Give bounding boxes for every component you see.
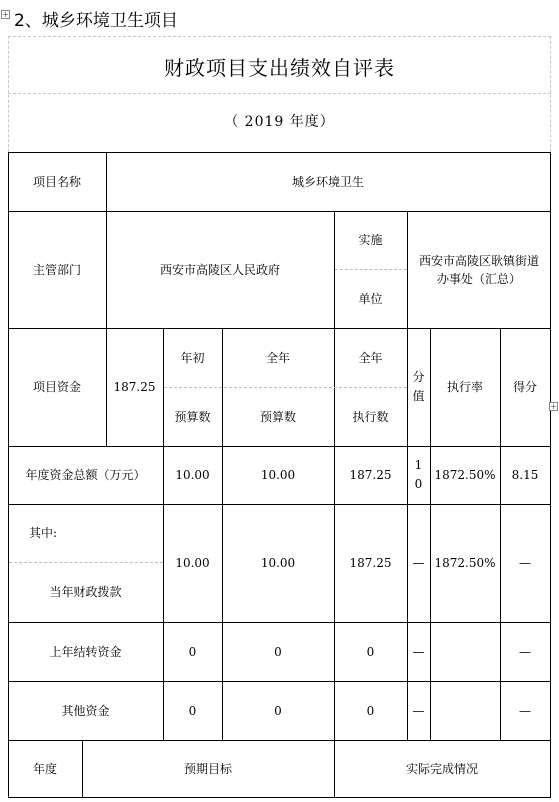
project-name-value: 城乡环境卫生 (291, 174, 364, 189)
col-exec-bottom: 执行数 (352, 409, 389, 424)
goals-year: 年度 (32, 761, 57, 776)
total-initial: 10.00 (175, 468, 210, 482)
total-exec: 187.25 (349, 468, 392, 482)
current-label-top: 其中: (28, 526, 58, 540)
department-value: 西安市高陵区人民政府 (159, 262, 280, 277)
current-rate: 1872.50% (434, 556, 496, 570)
current-score: — (412, 556, 425, 570)
goals-expected: 预期目标 (183, 761, 232, 776)
current-label-bottom: 当年财政拨款 (49, 585, 122, 599)
col-rate: 执行率 (446, 380, 483, 394)
impl-unit-value: 西安市高陵区耿镇街道办事处（汇总） (418, 253, 539, 286)
impl-unit-label-bottom: 单位 (358, 291, 383, 306)
current-full: 10.00 (260, 556, 296, 570)
current-exec: 187.25 (349, 556, 392, 570)
current-points: — (519, 556, 531, 570)
other-points: — (519, 703, 531, 718)
carryover-label: 上年结转资金 (49, 644, 122, 659)
col-exec-top: 全年 (358, 350, 383, 365)
total-score-b: 0 (414, 477, 423, 491)
carryover-points: — (519, 644, 531, 659)
year-line: （ 2019 年度） (224, 114, 335, 130)
col-score (407, 328, 430, 446)
total-score (407, 446, 430, 504)
col-full-top: 全年 (265, 350, 290, 365)
other-exec: 0 (366, 703, 375, 718)
document-title: 财政项目支出绩效自评表 (164, 56, 395, 80)
table-resize-handle-icon[interactable]: + (550, 402, 557, 411)
total-points: 8.15 (511, 468, 539, 482)
carryover-initial: 0 (188, 644, 197, 659)
total-label: 年度资金总额（万元） (25, 468, 146, 482)
impl-unit-label-top: 实施 (358, 233, 383, 247)
other-label: 其他资金 (61, 703, 110, 718)
col-score-a: 分 (412, 369, 425, 384)
table-move-handle-icon[interactable]: + (2, 10, 9, 19)
current-initial: 10.00 (175, 556, 210, 570)
other-full: 0 (274, 703, 282, 718)
carryover-exec: 0 (366, 644, 375, 659)
col-initial-top: 年初 (180, 350, 205, 365)
funds-amount: 187.25 (113, 380, 156, 394)
department-label: 主管部门 (32, 262, 81, 277)
total-rate: 1872.50% (434, 468, 496, 482)
project-name-label: 项目名称 (32, 174, 81, 189)
col-score-b: 值 (412, 389, 425, 403)
carryover-full: 0 (274, 644, 282, 659)
total-full: 10.00 (260, 468, 296, 482)
carryover-score: — (412, 644, 425, 659)
col-points: 得分 (512, 380, 537, 394)
other-initial: 0 (188, 703, 197, 718)
goals-actual: 实际完成情况 (405, 761, 478, 776)
col-full-bottom: 预算数 (259, 409, 296, 424)
funds-label: 项目资金 (32, 380, 81, 394)
total-score-a: 1 (414, 457, 423, 472)
col-initial-bottom: 预算数 (174, 409, 211, 424)
other-score: — (412, 703, 425, 718)
section-heading: 2、城乡环境卫生项目 (14, 11, 178, 31)
